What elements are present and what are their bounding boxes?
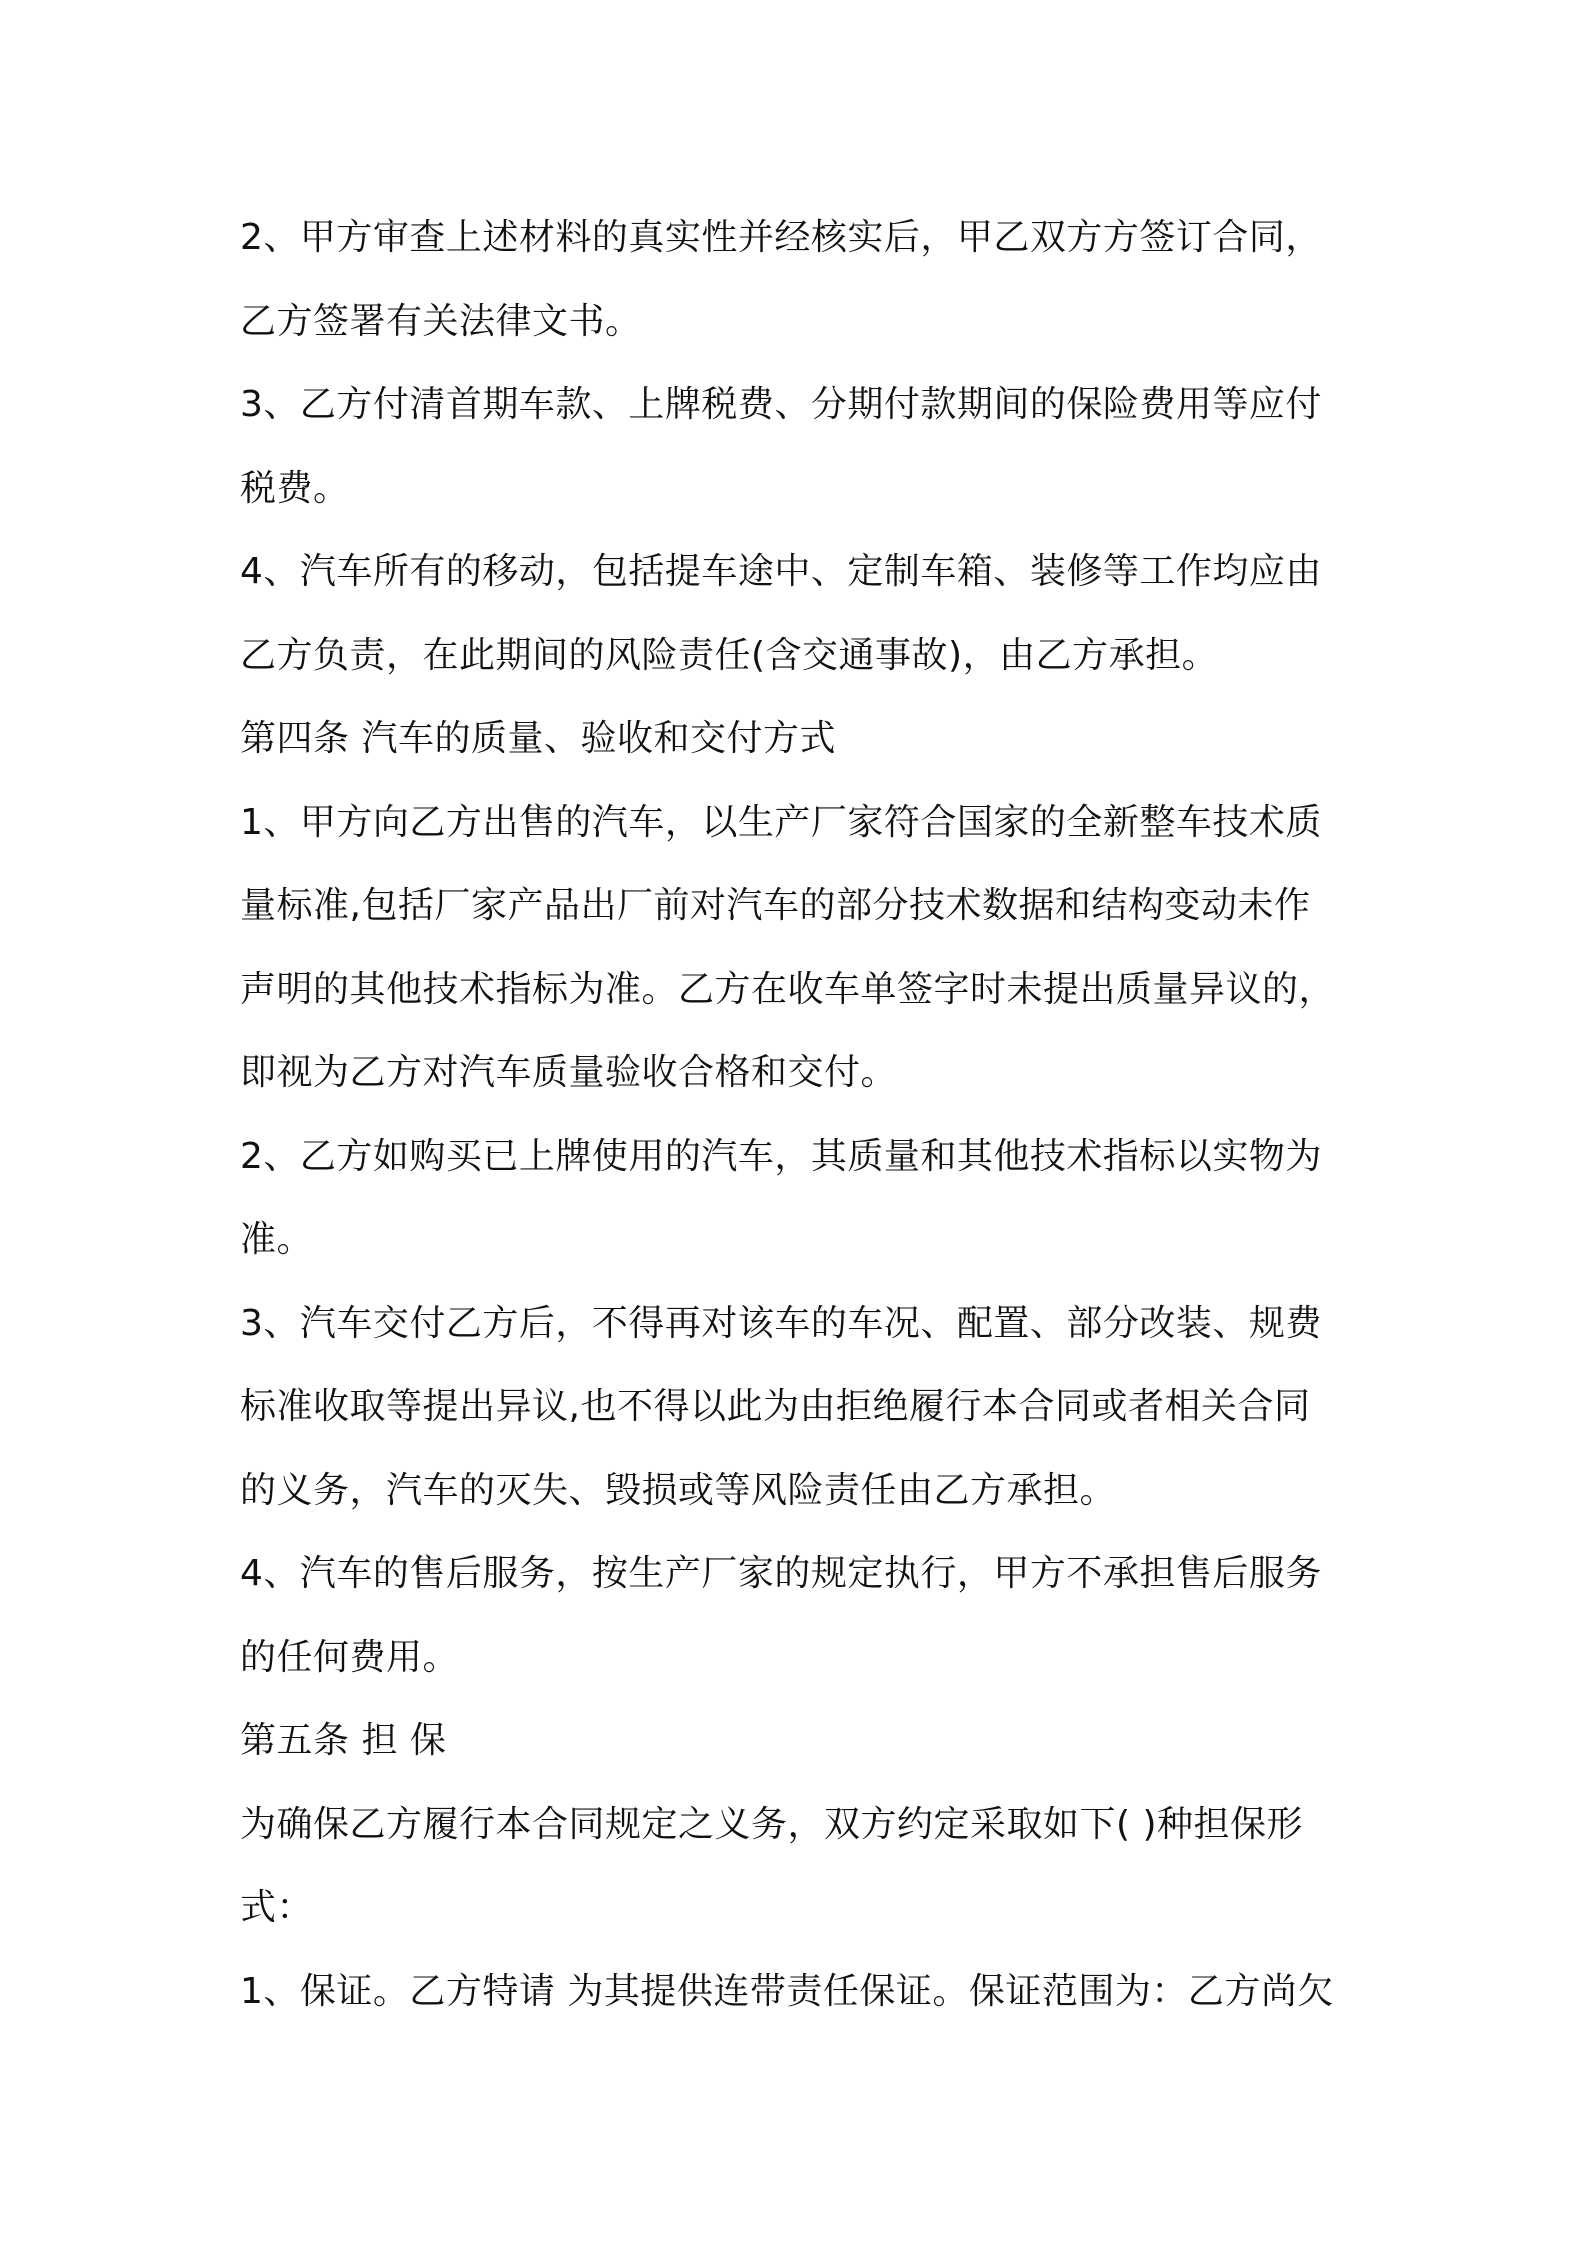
text-line: 为确保乙方履行本合同规定之义务，双方约定采取如下( )种担保形	[240, 1803, 1304, 1845]
text-line: 声明的其他技术指标为准。乙方在收车单签字时未提出质量异议的，	[240, 968, 1336, 1010]
text-line: 2、甲方审查上述材料的真实性并经核实后，甲乙双方方签订合同，	[240, 217, 1322, 258]
text-line: 1、保证。乙方特请 为其提供连带责任保证。保证范围为：乙方尚欠	[240, 1970, 1334, 2012]
text-line: 乙方签署有关法律文书。	[240, 300, 642, 342]
text-line: 3、乙方付清首期车款、上牌税费、分期付款期间的保险费用等应付	[240, 384, 1322, 425]
text-line: 2、乙方如购买已上牌使用的汽车，其质量和其他技术指标以实物为	[240, 1135, 1322, 1177]
text-line: 的任何费用。	[240, 1636, 460, 1678]
text-line: 4、汽车的售后服务，按生产厂家的规定执行，甲方不承担售后服务	[240, 1553, 1322, 1594]
text-line: 式：	[240, 1887, 314, 1928]
text-line: 的义务，汽车的灭失、毁损或等风险责任由乙方承担。	[240, 1469, 1117, 1511]
text-line: 标准收取等提出异议,也不得以此为由拒绝履行本合同或者相关合同	[240, 1386, 1311, 1427]
contract-text	[240, 196, 1360, 2033]
text-line: 量标准,包括厂家产品出厂前对汽车的部分技术数据和结构变动未作	[240, 885, 1311, 926]
text-line: 税费。	[240, 467, 350, 509]
text-line: 4、汽车所有的移动，包括提车途中、定制车箱、装修等工作均应由	[240, 551, 1322, 592]
text-line: 即视为乙方对汽车质量验收合格和交付。	[240, 1052, 898, 1093]
text-line: 1、甲方向乙方出售的汽车，以生产厂家符合国家的全新整车技术质	[240, 801, 1322, 843]
section-heading-article-5: 第五条 担 保	[240, 1720, 447, 1761]
text-line: 乙方负责，在此期间的风险责任(含交通事故)，由乙方承担。	[240, 634, 1219, 676]
text-line: 3、汽车交付乙方后，不得再对该车的车况、配置、部分改装、规费	[240, 1302, 1322, 1344]
text-line: 准。	[240, 1219, 314, 1260]
section-heading-article-4: 第四条 汽车的质量、验收和交付方式	[240, 718, 836, 759]
